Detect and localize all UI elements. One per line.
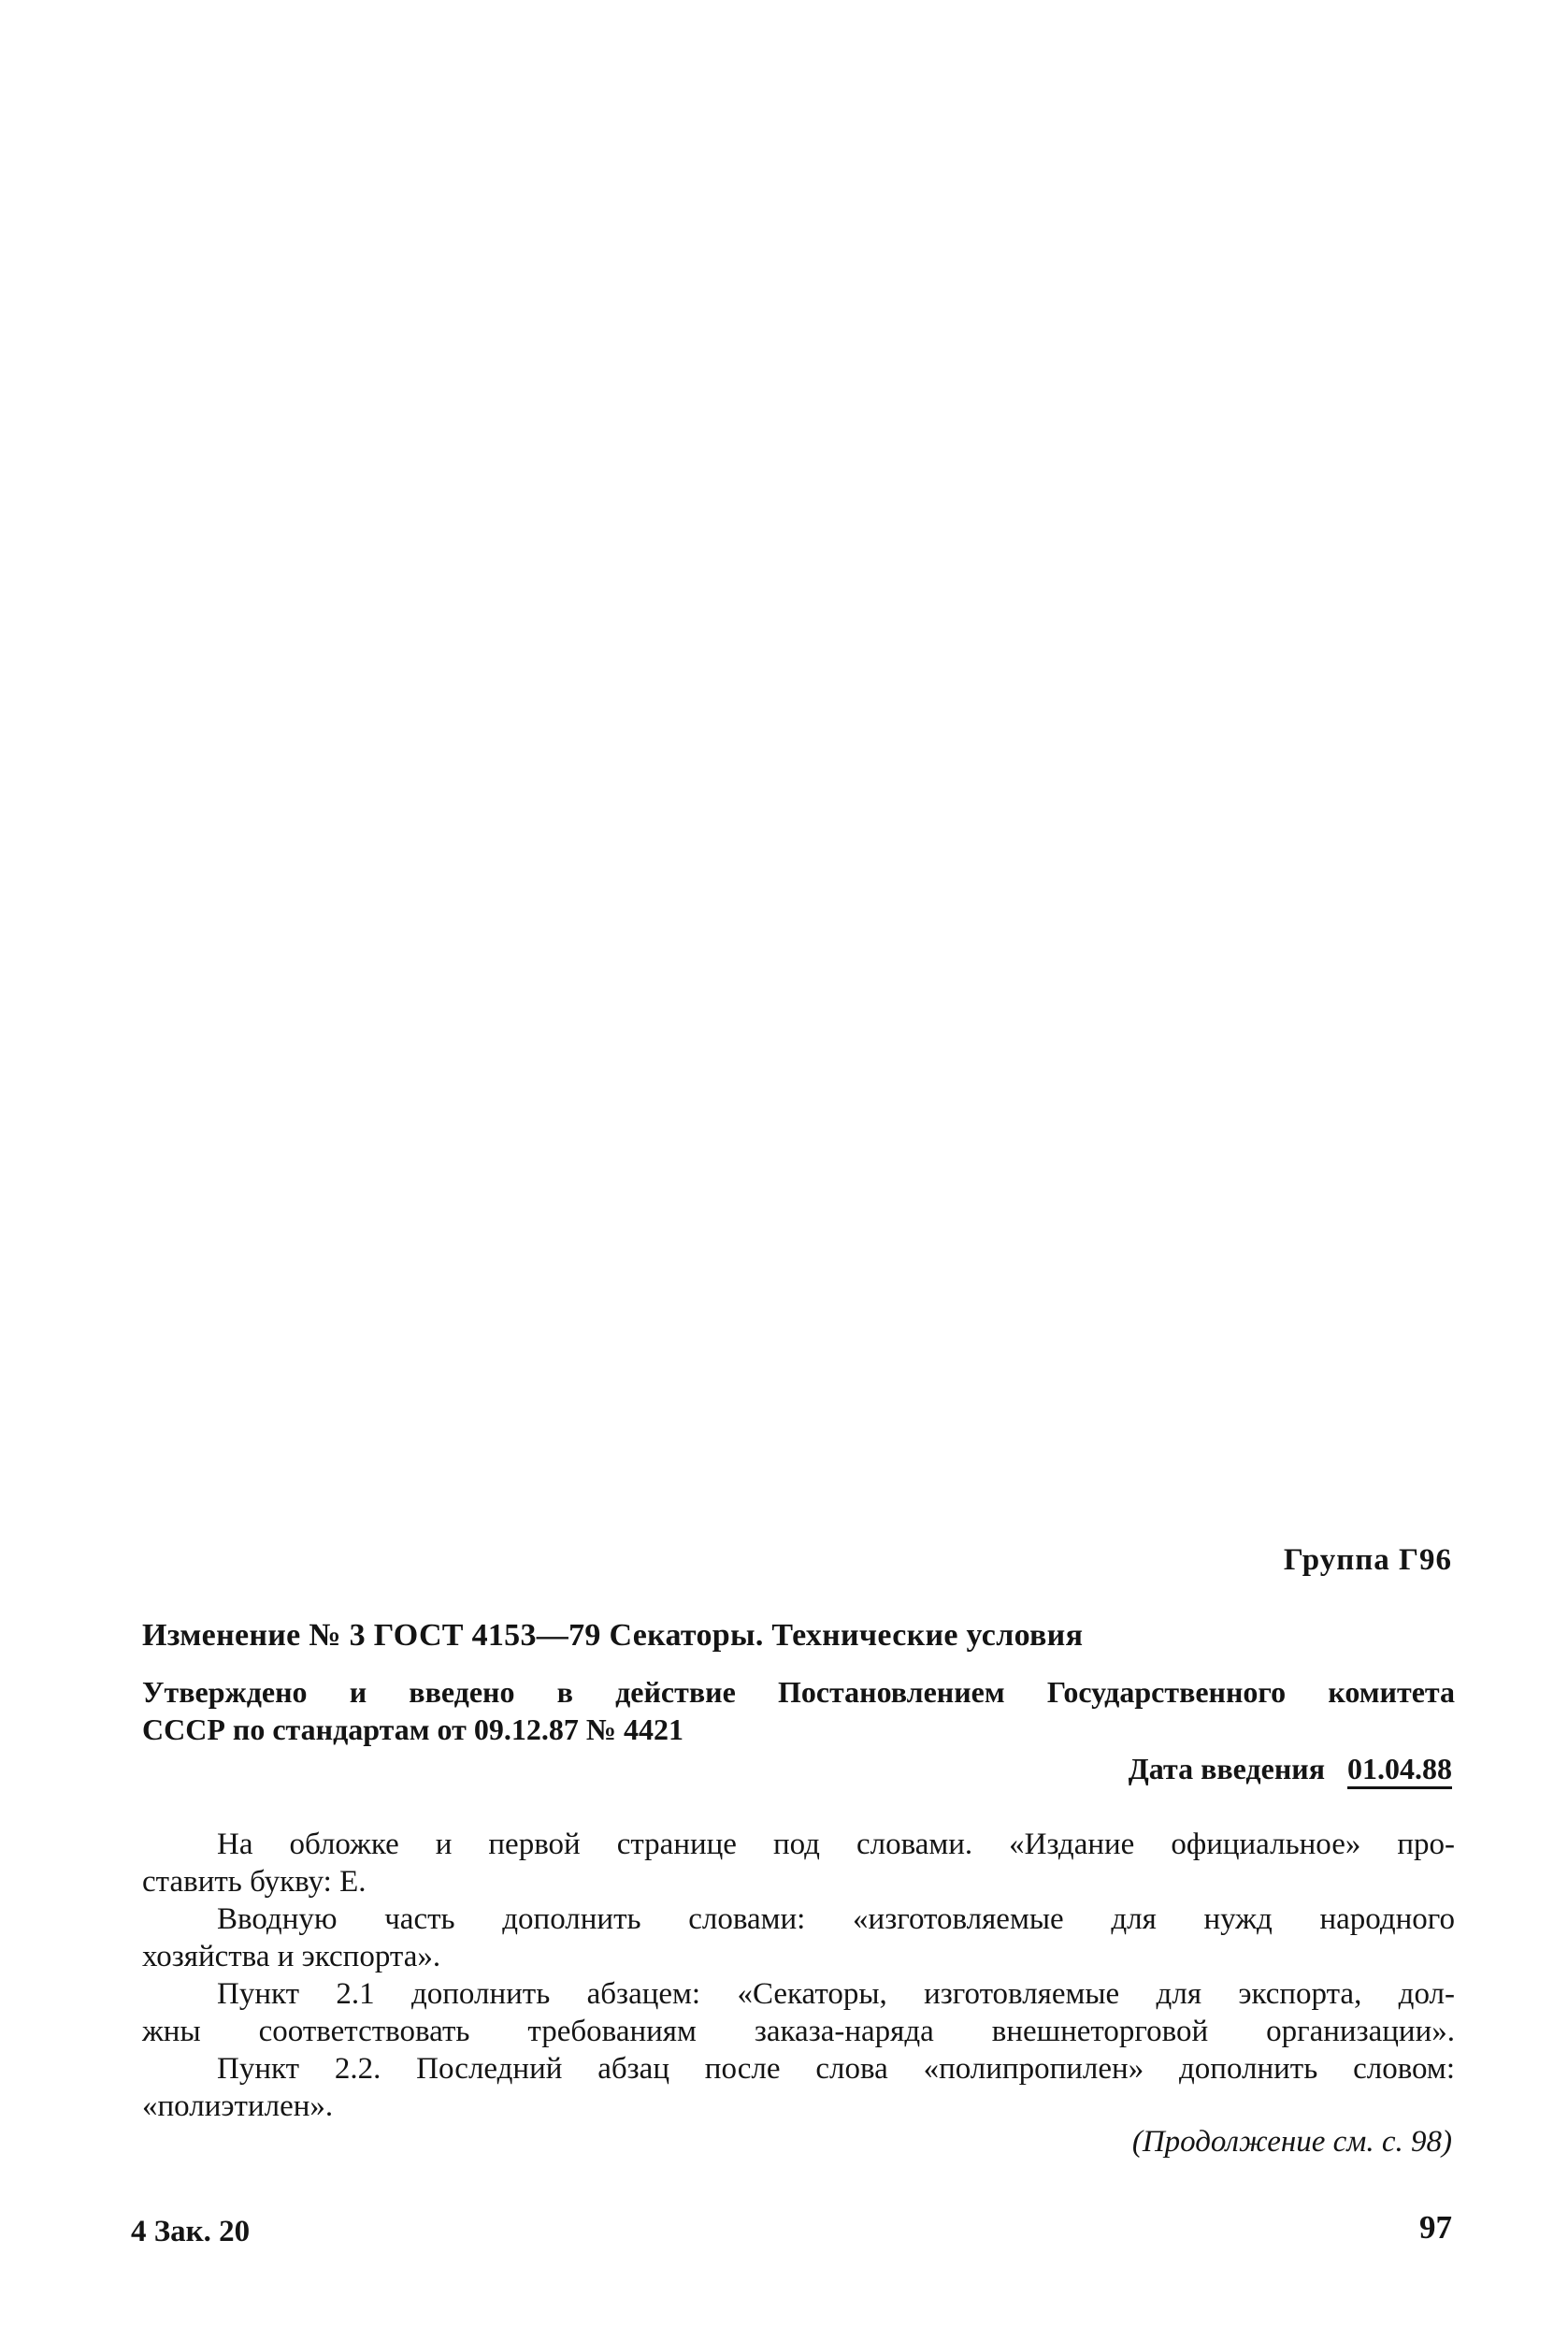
- document-title: Изменение № 3 ГОСТ 4153—79 Секаторы. Технические условия: [142, 1618, 1084, 1653]
- paragraph-intro: [142, 1900, 1455, 1975]
- page-number: 97: [1419, 2209, 1452, 2246]
- paragraph-line: «полиэтилен».: [142, 2089, 334, 2123]
- group-label: Группа Г96: [1283, 1543, 1452, 1577]
- introduction-date-label: Дата введения: [1128, 1752, 1325, 1785]
- amendment-body: [142, 1826, 1455, 2125]
- introduction-date-value: 01.04.88: [1347, 1752, 1452, 1789]
- continuation-note: (Продолжение см. с. 98): [1131, 2125, 1452, 2159]
- approval-line-1: Утверждено и введено в действие Постановлением Государственного комитета: [142, 1675, 1455, 1709]
- paragraph-clause-2-2: [142, 2050, 1455, 2125]
- paragraph-line: Пункт 2.1 дополнить абзацем: «Секаторы, изготовляемые для экспорта, дол-: [217, 1977, 1455, 2011]
- paragraph-line: Пункт 2.2. Последний абзац после слова «полипропилен» дополнить словом:: [217, 2052, 1455, 2086]
- paragraph-line: хозяйства и экспорта».: [142, 1940, 441, 1973]
- introduction-date: [1129, 1752, 1452, 1786]
- order-number: 4 Зак. 20: [131, 2215, 251, 2248]
- paragraph-line: ставить букву: Е.: [142, 1865, 367, 1899]
- paragraph-clause-2-1: [142, 1975, 1455, 2050]
- approval-line-2: СССР по стандартам от 09.12.87 № 4421: [142, 1712, 683, 1746]
- paragraph-cover: [142, 1826, 1455, 1900]
- paragraph-line: Вводную часть дополнить словами: «изготовляемые для нужд народного: [217, 1902, 1455, 1936]
- paragraph-line: На обложке и первой странице под словами. «Издание официальное» про-: [217, 1828, 1455, 1861]
- paragraph-line: жны соответствовать требованиям заказа-наряда внешнеторговой организации».: [142, 2015, 1455, 2048]
